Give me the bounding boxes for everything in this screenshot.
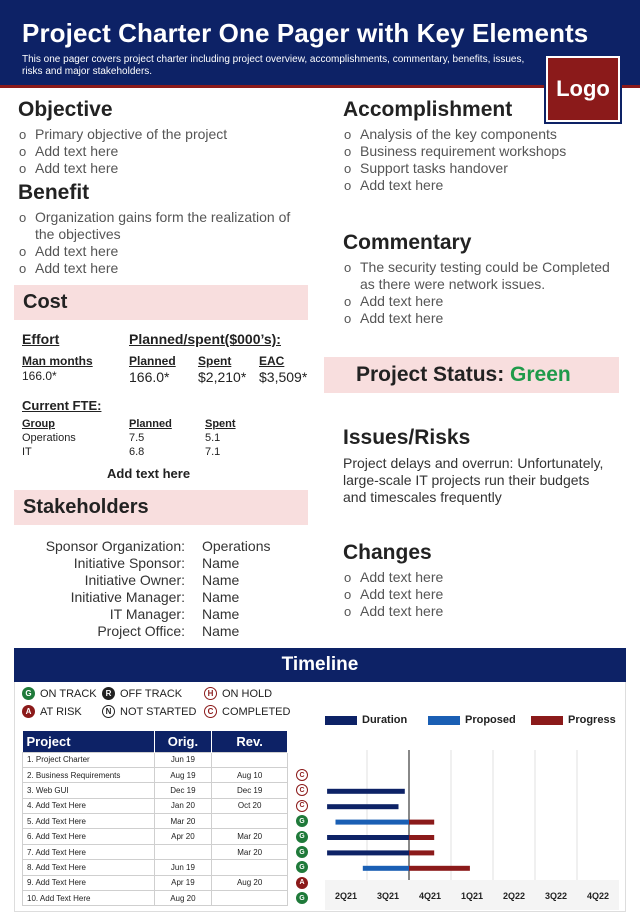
on-hold-icon: H bbox=[204, 687, 217, 700]
cell-orig: Mar 20 bbox=[154, 814, 212, 829]
list-item: o Add text here bbox=[343, 603, 623, 620]
eac-label: EAC bbox=[259, 354, 285, 368]
cell-project: 4. Add Text Here bbox=[23, 798, 155, 813]
spent-value: $2,210* bbox=[198, 369, 247, 385]
benefit-title: Benefit bbox=[18, 181, 90, 204]
issues-title: Issues/Risks bbox=[343, 426, 471, 449]
accomplishment-list bbox=[343, 126, 623, 194]
cell-rev: Mar 20 bbox=[212, 829, 288, 844]
x-tick-label: 3Q22 bbox=[544, 891, 568, 901]
stakeholder-row bbox=[20, 623, 270, 640]
issues-text: Project delays and overrun: Unfortunately, large-scale IT projects run their budgets and timescales frequently bbox=[343, 455, 604, 505]
fte-row-group: IT bbox=[22, 446, 32, 458]
status-cell bbox=[290, 752, 314, 767]
list-item: o Add text here bbox=[343, 293, 623, 310]
stakeholder-row bbox=[20, 538, 270, 555]
changes-title: Changes bbox=[343, 541, 432, 564]
cell-orig: Aug 19 bbox=[154, 767, 212, 782]
status-cell bbox=[290, 844, 314, 859]
list-item: o Add text here bbox=[343, 569, 623, 586]
list-item: o Business requirement workshops bbox=[343, 143, 623, 160]
stakeholder-name: Name bbox=[202, 555, 240, 571]
legend-label: Duration bbox=[362, 714, 408, 726]
on-track-icon: G bbox=[22, 687, 35, 700]
stakeholder-row bbox=[20, 555, 270, 572]
planned-spent-label: Planned/spent($000’s): bbox=[129, 331, 281, 347]
status-icon: A bbox=[296, 877, 308, 889]
legend-label: ON HOLD bbox=[222, 687, 273, 700]
fte-header-spent: Spent bbox=[205, 418, 236, 430]
cell-rev bbox=[212, 860, 288, 875]
table-row bbox=[23, 798, 288, 813]
x-tick-label: 4Q21 bbox=[418, 891, 442, 901]
legend-label: OFF TRACK bbox=[120, 687, 183, 700]
eac-value: $3,509* bbox=[259, 369, 308, 385]
x-tick-label: 3Q21 bbox=[376, 891, 400, 901]
stakeholder-name: Name bbox=[202, 623, 240, 639]
cell-rev bbox=[212, 752, 288, 767]
cell-orig: Jun 19 bbox=[154, 860, 212, 875]
cell-project: 9. Add Text Here bbox=[23, 875, 155, 890]
gantt-bar-duration bbox=[327, 804, 398, 809]
gantt-bar-duration bbox=[327, 835, 409, 840]
gantt-legend-proposed bbox=[428, 714, 516, 726]
x-tick-label: 2Q22 bbox=[502, 891, 526, 901]
stakeholder-name: Name bbox=[202, 572, 240, 588]
table-row bbox=[23, 814, 288, 829]
header-banner bbox=[0, 0, 640, 88]
planned-value: 166.0* bbox=[129, 369, 170, 385]
fte-row-planned: 6.8 bbox=[129, 446, 145, 458]
status-cell bbox=[290, 767, 314, 782]
stakeholders-header bbox=[14, 490, 308, 525]
planned-label: Planned bbox=[129, 354, 176, 368]
legend-off-track bbox=[102, 687, 182, 700]
stakeholder-name: Operations bbox=[202, 538, 271, 554]
cell-project: 8. Add Text Here bbox=[23, 860, 155, 875]
cell-rev: Oct 20 bbox=[212, 798, 288, 813]
list-item: o Add text here bbox=[18, 160, 308, 177]
list-item: o Organization gains form the realization of the objectives bbox=[18, 209, 308, 243]
objective-title: Objective bbox=[18, 98, 113, 121]
fte-header-planned: Planned bbox=[129, 418, 172, 430]
legend-label: AT RISK bbox=[40, 705, 82, 718]
x-tick-label: 1Q21 bbox=[460, 891, 484, 901]
status-cell bbox=[290, 798, 314, 813]
cell-orig: Dec 19 bbox=[154, 783, 212, 798]
fte-label: Current FTE: bbox=[22, 398, 102, 413]
table-row bbox=[23, 829, 288, 844]
gantt-chart bbox=[325, 750, 619, 910]
fte-row-spent: 5.1 bbox=[205, 432, 221, 444]
table-row bbox=[23, 752, 288, 767]
man-months-value: 166.0* bbox=[22, 369, 57, 383]
cell-orig: Apr 20 bbox=[154, 829, 212, 844]
status-value: Green bbox=[510, 363, 571, 386]
logo: Logo bbox=[546, 56, 620, 122]
status-icon: G bbox=[296, 815, 308, 827]
objective-list bbox=[18, 126, 308, 177]
col-header-rev: Rev. bbox=[212, 731, 288, 752]
status-icon: C bbox=[296, 769, 308, 781]
legend-label: Proposed bbox=[465, 714, 516, 726]
legend-on-track bbox=[22, 687, 97, 700]
spent-label: Spent bbox=[198, 354, 232, 368]
stakeholder-row bbox=[20, 589, 270, 606]
cell-project: 2. Business Requirements bbox=[23, 767, 155, 782]
status-icon: C bbox=[296, 784, 308, 796]
stakeholder-role: Sponsor Organization: bbox=[45, 538, 185, 554]
gantt-bar-progress bbox=[409, 835, 434, 840]
project-status-box bbox=[324, 357, 619, 393]
cost-title: Cost bbox=[23, 291, 68, 313]
list-item: o Add text here bbox=[18, 243, 308, 260]
legend-label: NOT STARTED bbox=[120, 705, 197, 718]
duration-swatch bbox=[325, 716, 357, 725]
accomplishment-title: Accomplishment bbox=[343, 98, 513, 121]
cost-header bbox=[14, 285, 308, 320]
fte-row-spent: 7.1 bbox=[205, 446, 221, 458]
stakeholder-row bbox=[20, 606, 270, 623]
stakeholder-role: Initiative Sponsor: bbox=[73, 555, 185, 571]
stakeholder-role: Project Office: bbox=[97, 623, 185, 639]
cell-rev bbox=[212, 891, 288, 906]
stakeholder-role: Initiative Owner: bbox=[84, 572, 185, 588]
cell-rev bbox=[212, 814, 288, 829]
x-tick-label: 4Q22 bbox=[586, 891, 610, 901]
off-track-icon: R bbox=[102, 687, 115, 700]
list-item: o Primary objective of the project bbox=[18, 126, 308, 143]
status-cell bbox=[290, 783, 314, 798]
at-risk-icon: A bbox=[22, 705, 35, 718]
project-table-body bbox=[23, 752, 288, 906]
not-started-icon: N bbox=[102, 705, 115, 718]
fte-row-planned: 7.5 bbox=[129, 432, 145, 444]
table-row bbox=[23, 875, 288, 890]
effort-label: Effort bbox=[22, 331, 60, 347]
status-icon: G bbox=[296, 831, 308, 843]
status-icon: C bbox=[296, 800, 308, 812]
stakeholder-role: IT Manager: bbox=[109, 606, 185, 622]
legend-at-risk bbox=[22, 705, 82, 718]
cell-project: 3. Web GUI bbox=[23, 783, 155, 798]
status-cell bbox=[290, 891, 314, 906]
timeline-title: Timeline bbox=[14, 648, 626, 682]
stakeholder-name: Name bbox=[202, 589, 240, 605]
cell-project: 1. Project Charter bbox=[23, 752, 155, 767]
page-title: Project Charter One Pager with Key Elements bbox=[22, 18, 589, 48]
legend-completed bbox=[204, 705, 290, 718]
list-item: o The security testing could be Completed as there were network issues. bbox=[343, 259, 623, 293]
stakeholder-row bbox=[20, 572, 270, 589]
cell-project: 10. Add Text Here bbox=[23, 891, 155, 906]
commentary-list bbox=[343, 259, 623, 327]
fte-row-group: Operations bbox=[22, 432, 76, 444]
table-row bbox=[23, 783, 288, 798]
stakeholder-name: Name bbox=[202, 606, 240, 622]
project-status bbox=[356, 363, 571, 387]
cell-project: 7. Add Text Here bbox=[23, 844, 155, 859]
list-item: o Support tasks handover bbox=[343, 160, 623, 177]
gantt-bar-progress bbox=[409, 850, 434, 855]
commentary-title: Commentary bbox=[343, 231, 472, 254]
gantt-bar-progress bbox=[409, 866, 470, 871]
legend-label: COMPLETED bbox=[222, 705, 291, 718]
status-icon: G bbox=[296, 892, 308, 904]
cell-orig: Jun 19 bbox=[154, 752, 212, 767]
stakeholders-list bbox=[20, 538, 270, 640]
cell-project: 6. Add Text Here bbox=[23, 829, 155, 844]
cell-rev: Aug 20 bbox=[212, 875, 288, 890]
status-label: Project Status: bbox=[356, 363, 505, 386]
status-column bbox=[290, 752, 314, 906]
status-icon: G bbox=[296, 846, 308, 858]
cell-rev: Mar 20 bbox=[212, 844, 288, 859]
status-cell bbox=[290, 860, 314, 875]
list-item: o Add text here bbox=[343, 177, 623, 194]
gantt-bar-duration bbox=[327, 789, 405, 794]
cell-orig: Jan 20 bbox=[154, 798, 212, 813]
cell-orig: Aug 20 bbox=[154, 891, 212, 906]
table-row bbox=[23, 844, 288, 859]
changes-list bbox=[343, 569, 623, 620]
status-cell bbox=[290, 814, 314, 829]
legend-on-hold bbox=[204, 687, 272, 700]
stakeholders-title: Stakeholders bbox=[23, 496, 149, 518]
list-item: o Add text here bbox=[343, 310, 623, 327]
progress-swatch bbox=[531, 716, 563, 725]
cell-orig bbox=[154, 844, 212, 859]
gantt-bar-proposed bbox=[336, 820, 410, 825]
table-row bbox=[23, 891, 288, 906]
gantt-bar-proposed bbox=[363, 866, 409, 871]
fte-header-group: Group bbox=[22, 418, 55, 430]
cost-note: Add text here bbox=[107, 466, 191, 481]
status-icon: G bbox=[296, 861, 308, 873]
gantt-bar-progress bbox=[409, 820, 434, 825]
cell-orig: Apr 19 bbox=[154, 875, 212, 890]
benefit-list bbox=[18, 209, 308, 277]
legend-label: Progress bbox=[568, 714, 616, 726]
list-item: o Add text here bbox=[343, 586, 623, 603]
page-subtitle: This one pager covers project charter including project overview, accomplishments, commentary, benefits, issues, risks and major stakeholders. bbox=[22, 54, 525, 77]
col-header-orig: Orig. bbox=[154, 731, 212, 752]
table-row bbox=[23, 767, 288, 782]
stakeholder-role: Initiative Manager: bbox=[70, 589, 185, 605]
man-months-label: Man months bbox=[22, 354, 93, 368]
gantt-legend-progress bbox=[531, 714, 616, 726]
cell-project: 5. Add Text Here bbox=[23, 814, 155, 829]
status-cell bbox=[290, 875, 314, 890]
project-table bbox=[22, 731, 288, 906]
list-item: o Add text here bbox=[18, 260, 308, 277]
table-row bbox=[23, 860, 288, 875]
col-header-project: Project bbox=[23, 731, 155, 752]
completed-icon: C bbox=[204, 705, 217, 718]
legend-label: ON TRACK bbox=[40, 687, 97, 700]
status-cell bbox=[290, 829, 314, 844]
legend-not-started bbox=[102, 705, 196, 718]
gantt-legend-duration bbox=[325, 714, 407, 726]
list-item: o Add text here bbox=[18, 143, 308, 160]
gantt-bar-duration bbox=[327, 850, 409, 855]
cell-rev: Dec 19 bbox=[212, 783, 288, 798]
proposed-swatch bbox=[428, 716, 460, 725]
x-tick-label: 2Q21 bbox=[334, 891, 358, 901]
cell-rev: Aug 10 bbox=[212, 767, 288, 782]
list-item: o Analysis of the key components bbox=[343, 126, 623, 143]
